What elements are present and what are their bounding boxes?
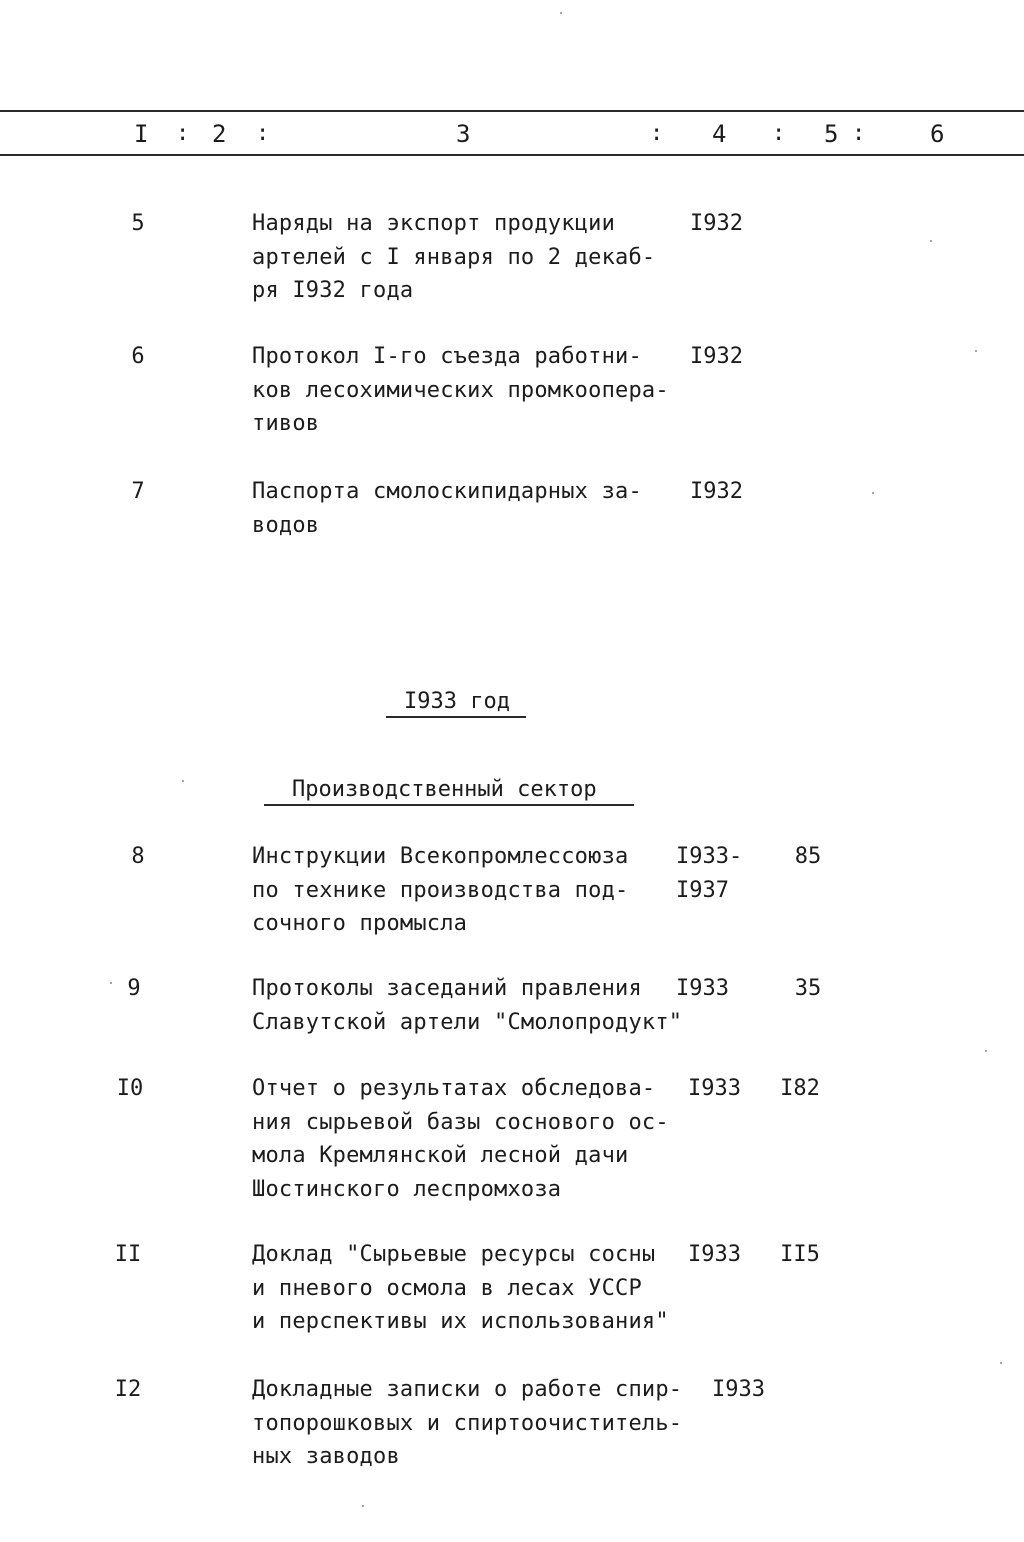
scan-speck <box>985 1050 987 1052</box>
scan-speck <box>110 982 112 984</box>
header-col-2: 2 <box>212 120 227 148</box>
header-separator: : <box>852 121 866 146</box>
header-col-3: 3 <box>456 120 471 148</box>
row-years: I933 <box>712 1377 765 1402</box>
scan-speck <box>930 240 932 242</box>
row-sheets: II5 <box>780 1242 820 1267</box>
scan-speck <box>362 1505 364 1507</box>
row-years: I933- I937 <box>676 844 743 903</box>
row-title: Протокoлы заседаний правления Славутской артели "Смолопродукт" <box>252 976 683 1035</box>
scan-speck <box>975 350 977 352</box>
sector-heading: Производственный сектор <box>292 777 597 802</box>
header-separator: : <box>176 121 190 146</box>
row-title: Инструкции Всекопромлессоюза по технике производства под- сочного промысла <box>252 844 629 936</box>
header-col-1: I <box>134 120 149 148</box>
row-years: I932 <box>690 211 743 236</box>
row-years: I933 <box>688 1076 741 1101</box>
header-separator: : <box>772 121 786 146</box>
year-heading-underline <box>386 716 526 718</box>
scan-speck <box>872 492 874 494</box>
row-years: I933 <box>676 976 729 1001</box>
scan-speck <box>182 780 184 782</box>
header-top-rule <box>0 110 1024 112</box>
row-number: 6 <box>131 344 145 369</box>
scan-speck <box>560 12 562 14</box>
scan-speck <box>1000 1362 1002 1364</box>
row-number: I2 <box>114 1377 142 1402</box>
header-col-5: 5 <box>824 120 839 148</box>
header-separator: : <box>256 121 270 146</box>
header-col-4: 4 <box>712 120 727 148</box>
row-sheets: 35 <box>794 976 822 1001</box>
row-number: 5 <box>131 211 145 236</box>
header-separator: : <box>650 121 664 146</box>
row-number: 9 <box>127 976 141 1001</box>
row-title: Протокол I-го съезда работни- ков лесохимических промкоопера- тивов <box>252 344 669 436</box>
header-col-6: 6 <box>930 120 945 148</box>
row-title: Наряды на экспорт продукции артелей с I января по 2 декаб- ря I932 года <box>252 211 656 303</box>
row-title: Докладные записки о работе спир- топорошковых и спиртоочиститель- ных заводов <box>252 1377 683 1469</box>
row-years: I932 <box>690 344 743 369</box>
row-number: I0 <box>116 1076 144 1101</box>
row-title: Паспорта смолоскипидарных за- водов <box>252 479 642 538</box>
sector-heading-underline <box>264 804 634 806</box>
row-title: Отчет о результатах обследова- ния сырьевой базы соснового ос- мола Кремлянской лесной дачи Шостинского леспромхоза <box>252 1076 669 1202</box>
header-bottom-rule <box>0 154 1024 156</box>
year-heading: I933 год <box>404 689 510 714</box>
row-sheets: I82 <box>780 1076 820 1101</box>
row-sheets: 85 <box>794 844 822 869</box>
row-number: II <box>114 1242 142 1267</box>
row-years: I932 <box>690 479 743 504</box>
row-title: Доклад "Сырьевые ресурсы сосны и пневого осмола в лесах УССР и перспективы их использования" <box>252 1242 669 1334</box>
row-years: I933 <box>688 1242 741 1267</box>
row-number: 8 <box>131 844 145 869</box>
row-number: 7 <box>131 479 145 504</box>
